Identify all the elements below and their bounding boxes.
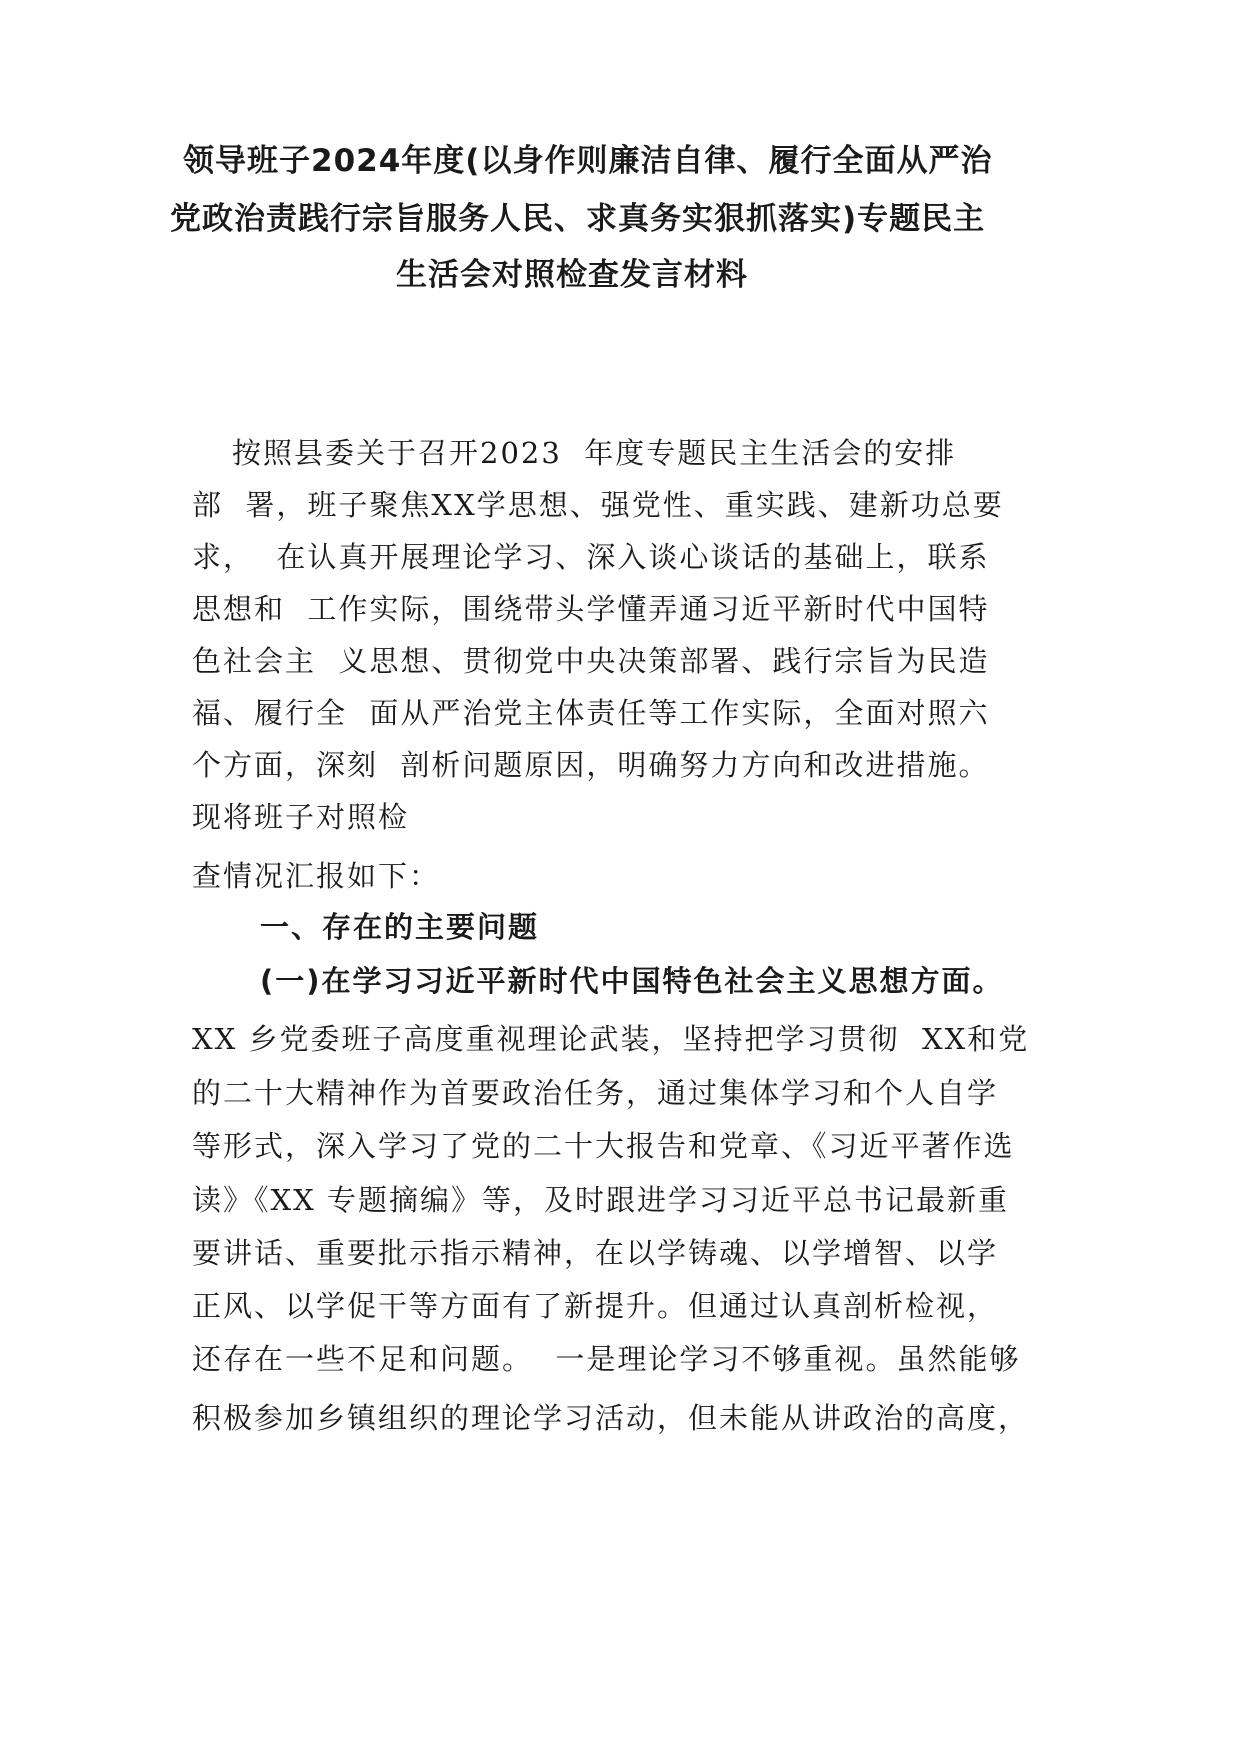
paragraph-line: 读》《XX 专题摘编》等，及时跟进学习习近平总书记最新重 <box>192 1183 1010 1217</box>
title-line-3: 生活会对照检查发言材料 <box>396 257 748 293</box>
paragraph-line: 要讲话、重要批示指示精神，在以学铸魂、以学增智、以学 <box>192 1236 999 1270</box>
paragraph-line: 查情况汇报如下： <box>192 859 441 893</box>
title-line-1: 领导班子2024年度(以身作则廉洁自律、履行全面从严治 <box>183 143 993 179</box>
paragraph-line: XX 乡党委班子高度重视理论武装，坚持把学习贯彻 XX和党 <box>192 1022 1030 1056</box>
subsection-heading: (一)在学习习近平新时代中国特色社会主义思想方面。 <box>260 964 1004 998</box>
paragraph-line: 积极参加乡镇组织的理论学习活动，但未能从讲政治的高度， <box>192 1401 1030 1435</box>
paragraph-line: 色社会主 义思想、贯彻党中央决策部署、践行宗旨为民造 <box>192 644 990 678</box>
paragraph-line: 个方面，深刻 剖析问题原因，明确努力方向和改进措施。 <box>192 748 990 782</box>
paragraph-line: 的二十大精神作为首要政治任务，通过集体学习和个人自学 <box>192 1076 999 1110</box>
paragraph-line: 思想和 工作实际，围绕带头学懂弄通习近平新时代中国特 <box>192 592 990 626</box>
paragraph-line: 部 署，班子聚焦XX学思想、强党性、重实践、建新功总要 <box>192 488 1004 522</box>
paragraph-line: 正风、以学促干等方面有了新提升。但通过认真剖析检视， <box>192 1289 999 1323</box>
paragraph-line: 按照县委关于召开2023 年度专题民主生活会的安排 <box>232 436 957 470</box>
section-heading: 一、存在的主要问题 <box>260 910 540 944</box>
paragraph-line: 还存在一些不足和问题。 一是理论学习不够重视。虽然能够 <box>192 1342 1021 1376</box>
paragraph-line: 现将班子对照检 <box>192 800 410 834</box>
paragraph-line: 等形式，深入学习了党的二十大报告和党章、《习近平著作选 <box>192 1129 1015 1163</box>
paragraph-line: 福、履行全 面从严治党主体责任等工作实际，全面对照六 <box>192 696 990 730</box>
title-line-2: 党政治责践行宗旨服务人民、求真务实狠抓落实)专题民主 <box>170 201 986 237</box>
paragraph-line: 求， 在认真开展理论学习、深入谈心谈话的基础上，联系 <box>192 540 990 574</box>
